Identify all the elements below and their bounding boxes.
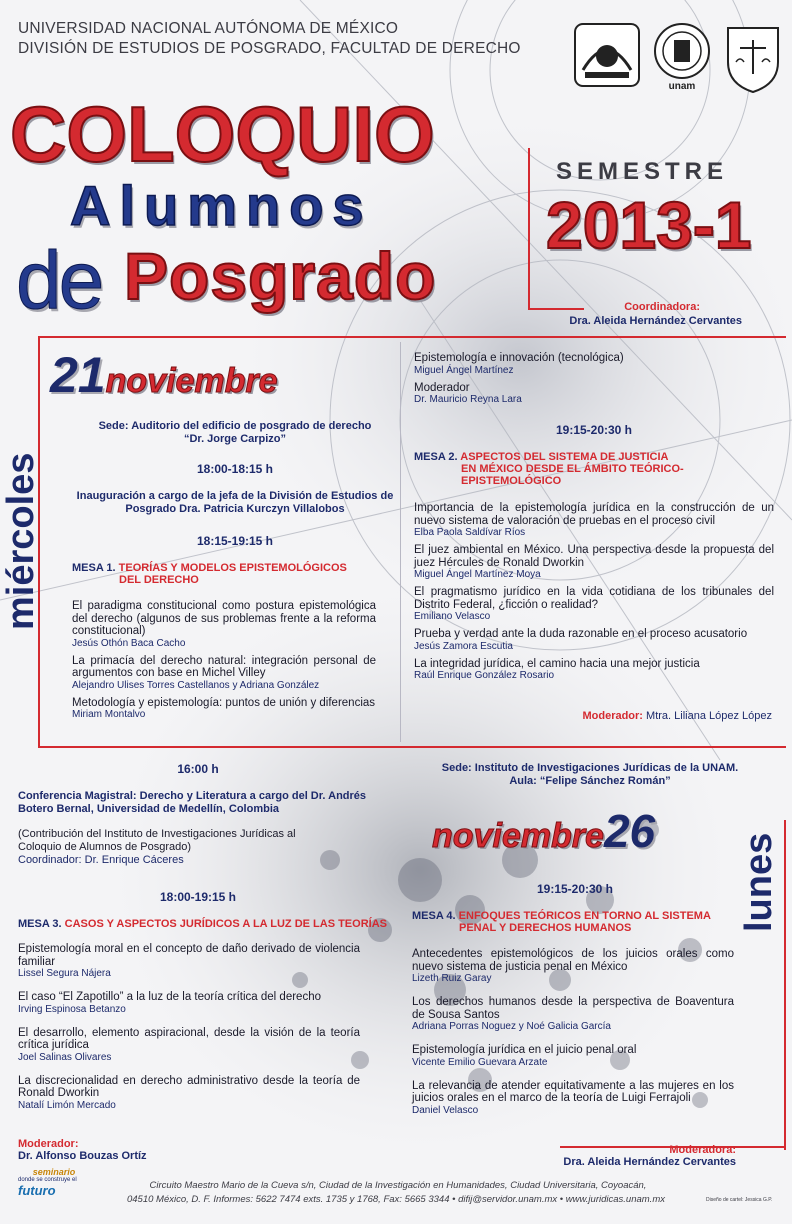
- day1-weekday: miércoles: [0, 452, 42, 630]
- talk-title: El juez ambiental en México. Una perspectiva desde la propuesta del juez Hércules de Ronald Dworkin: [414, 544, 774, 569]
- logo-mid-text: donde se construye el: [18, 1177, 77, 1183]
- talk-title: Epistemología moral en el concepto de daño derivado de violencia familiar: [18, 943, 360, 968]
- title-coloquio: COLOQUIO: [10, 90, 435, 178]
- talk-author: Elba Paola Saldívar Ríos: [414, 527, 526, 538]
- talk-author: Miguel Ángel Martínez Moya: [414, 569, 541, 580]
- moderator-title: Moderador: [414, 381, 470, 394]
- footer-address-line2: 04510 México, D. F. Informes: 5622 7474 exts. 1735 y 1768, Fax: 5665 3344 • difij@servidor.unam.mx • www.juridicas.unam.mx: [126, 1194, 665, 1205]
- talk-author: Joel Salinas Olivares: [18, 1051, 112, 1063]
- talk-title: La primacía del derecho natural: integración personal de argumentos con base en Michel Villey: [72, 654, 376, 679]
- mesa1-label: MESA 1.: [72, 562, 116, 574]
- talk-author: Jesús Othón Baca Cacho: [72, 637, 186, 649]
- moderator-label: Moderador:: [18, 1138, 79, 1150]
- conf-magistral: Conferencia Magistral: Derecho y Literatura a cargo del Dr. Andrés Botero Bernal, Universidad de Medellín, Colombia: [18, 790, 367, 815]
- conf-time: 16:00 h: [177, 762, 219, 776]
- day1-month: noviembre: [105, 362, 278, 400]
- day1-sede-line2: “Dr. Jorge Carpizo”: [183, 432, 287, 445]
- list-item: [412, 1044, 734, 1068]
- day1-time1: 18:00-18:15 h: [196, 462, 274, 476]
- day2-number: 26: [603, 805, 656, 857]
- day1-date: [50, 347, 278, 403]
- day1-frame-bottom: [38, 746, 786, 748]
- day2-frame-right: [784, 820, 786, 1150]
- list-item: [18, 1027, 360, 1063]
- shield-icon: [722, 22, 784, 94]
- moderator-name: Mtra. Liliana López López: [646, 710, 772, 722]
- division-name: DIVISIÓN DE ESTUDIOS DE POSGRADO, FACULTAD DE DERECHO: [18, 40, 521, 57]
- moderator-name: Dra. Aleida Hernández Cervantes: [563, 1156, 736, 1168]
- talk-author: Jesús Zamora Escutia: [414, 640, 513, 652]
- title-divider-foot: [530, 308, 584, 310]
- coordinator-name: Dra. Aleida Hernández Cervantes: [569, 315, 742, 327]
- day1-sede: [60, 420, 410, 445]
- day1-number: 21: [50, 347, 106, 403]
- semester-year: 2013-1: [546, 188, 752, 262]
- iij-logo: [648, 22, 716, 94]
- footer-address-line1: Circuito Maestro Mario de la Cueva s/n, Ciudad de la Investigación en Humanidades, Ciudad Universitaria, Coyoacán,: [149, 1180, 647, 1191]
- talk-author: Natalí Limón Mercado: [18, 1099, 116, 1111]
- talk-author: Raúl Enrique González Rosario: [414, 670, 555, 681]
- day1-frame-top: [38, 336, 786, 338]
- list-item: [414, 628, 774, 652]
- talk-author: Alejandro Ulises Torres Castellanos y Adriana González: [72, 679, 320, 691]
- moderator-label: Moderador:: [582, 710, 643, 722]
- list-item: [412, 948, 734, 984]
- mesa1-title-line2: DEL DERECHO: [119, 574, 199, 586]
- list-item: [18, 943, 360, 979]
- list-item: [414, 352, 774, 376]
- mesa1-talks: [72, 600, 376, 720]
- day2-date: [432, 805, 656, 857]
- mesa4-moderator: [563, 1144, 736, 1168]
- day2-sede-line1: Sede: Instituto de Investigaciones Jurídicas de la UNAM.: [441, 762, 739, 774]
- mesa4-heading: [412, 910, 742, 934]
- unam-seal-logo: [573, 22, 641, 88]
- mesa3-title: CASOS Y ASPECTOS JURÍDICOS A LA LUZ DE LAS TEORÍAS: [64, 918, 387, 930]
- mesa1-heading: [72, 562, 392, 586]
- day1-right-top: [414, 352, 774, 405]
- list-item: [414, 586, 774, 622]
- talk-title: El desarrollo, elemento aspiracional, desde la visión de la teoría crítica jurídica: [18, 1026, 360, 1051]
- day2-weekday: lunes: [738, 832, 780, 932]
- talk-author: Adriana Porras Noguez y Noé Galicia García: [412, 1021, 611, 1032]
- mesa4-label: MESA 4.: [412, 910, 456, 922]
- mesa2-heading: [414, 451, 774, 487]
- talk-author: Emiliano Velasco: [414, 611, 491, 622]
- semestre-label: SEMESTRE: [556, 158, 729, 185]
- talk-title: Epistemología jurídica en el juicio penal oral: [412, 1044, 637, 1056]
- list-item: [414, 544, 774, 580]
- mesa2-label: MESA 2.: [414, 451, 458, 463]
- day2-sede-line2: Aula: “Felipe Sánchez Román”: [509, 774, 671, 787]
- moderator-name: Dr. Mauricio Reyna Lara: [414, 394, 522, 405]
- talk-author: Miguel Ángel Martínez: [414, 364, 514, 376]
- talk-title: La integridad jurídica, el camino hacia una mejor justicia: [414, 657, 700, 670]
- mesa4-title-line1: ENFOQUES TEÓRICOS EN TORNO AL SISTEMA: [458, 910, 711, 922]
- title-alumnos: Alumnos: [70, 174, 373, 237]
- talk-author: Lizeth Ruiz Garay: [412, 973, 492, 984]
- mesa3-label: MESA 3.: [18, 918, 62, 930]
- mesa3-time: 18:00-19:15 h: [159, 890, 237, 904]
- talk-title: Antecedentes epistemológicos de los juicios orales como nuevo sistema de justicia penal en México: [412, 948, 734, 973]
- unam-seal-icon: [573, 22, 641, 88]
- mesa4-title-line2: PENAL Y DERECHOS HUMANOS: [459, 922, 632, 934]
- day1-time2: 18:15-19:15 h: [196, 534, 274, 548]
- unam-logo-text: unam: [668, 81, 696, 92]
- list-item: [414, 658, 774, 682]
- list-item: [72, 600, 376, 649]
- mesa2-talks: [414, 502, 774, 681]
- mesa3-heading: [18, 918, 398, 930]
- talk-title: La relevancia de atender equitativamente a las mujeres en los juicios orales en el marco de la teoría de Luigi Ferrajoli: [412, 1079, 734, 1104]
- mesa2-title-line2: EN MÉXICO DESDE EL ÁMBITO TEÓRICO-: [461, 463, 684, 475]
- day2-month: noviembre: [432, 817, 604, 855]
- list-item: [414, 382, 774, 406]
- talk-title: El caso “El Zapotillo” a la luz de la teoría crítica del derecho: [18, 991, 321, 1003]
- talk-title: Importancia de la epistemología jurídica en la construcción de un nuevo sistema de valoración de pruebas en el proceso civil: [414, 502, 774, 527]
- conf-coordinator: Coordinador: Dr. Enrique Cáceres: [18, 854, 184, 866]
- talk-author: Daniel Velasco: [412, 1104, 479, 1116]
- list-item: [72, 655, 376, 691]
- design-credit: Diseño de cartel: Jessica G.P.: [706, 1197, 773, 1203]
- mesa4-talks: [412, 948, 734, 1116]
- mesa2-title-line1: ASPECTOS DEL SISTEMA DE JUSTICIA: [460, 451, 669, 463]
- title-posgrado: Posgrado: [124, 239, 437, 313]
- coordinator-label: Coordinadora:: [624, 301, 700, 313]
- mesa4-time: 19:15-20:30 h: [536, 882, 614, 896]
- talk-title: Metodología y epistemología: puntos de unión y diferencias: [72, 696, 376, 709]
- talk-title: La discrecionalidad en derecho administrativo desde la teoría de Ronald Dworkin: [18, 1074, 360, 1099]
- mesa3-moderator: [18, 1138, 147, 1162]
- moderator-label: Moderadora:: [669, 1144, 736, 1156]
- mesa1-title-line1: TEORÍAS Y MODELOS EPISTEMOLÓGICOS: [118, 562, 347, 574]
- day1-moderator: [582, 710, 772, 722]
- mesa2-title-line3: EPISTEMOLÓGICO: [461, 475, 562, 487]
- talk-title: Epistemología e innovación (tecnológica): [414, 352, 624, 364]
- list-item: [18, 1075, 360, 1111]
- moderator-name: Dr. Alfonso Bouzas Ortíz: [18, 1150, 147, 1162]
- talk-title: El paradigma constitucional como postura epistemológica del derecho (algunos de sus problemas frente a la reforma constitucional): [72, 600, 376, 637]
- talk-author: Miriam Montalvo: [72, 709, 146, 720]
- conf-contribution: (Contribución del Instituto de Investigaciones Jurídicas al Coloquio de Alumnos de Posgrado): [18, 828, 296, 853]
- logo-top-text: seminario: [32, 1167, 76, 1177]
- list-item: [412, 996, 734, 1032]
- talk-title: El pragmatismo jurídico en la vida cotidiana de los tribunales del Distrito Federal, ¿ficción o realidad?: [414, 586, 774, 611]
- faculty-shield-logo: [722, 22, 784, 94]
- list-item: [414, 502, 774, 538]
- list-item: [18, 991, 360, 1015]
- title-divider: [528, 148, 530, 310]
- day2-sede: [410, 762, 770, 787]
- list-item: [412, 1080, 734, 1116]
- talk-author: Irving Espinosa Betanzo: [18, 1003, 126, 1015]
- iij-seal-icon: [648, 22, 716, 80]
- list-item: [72, 697, 376, 721]
- day1-inauguration: Inauguración a cargo de la jefa de la División de Estudios de Posgrado Dra. Patricia Kurczyn Villalobos: [76, 490, 394, 515]
- day1-sede-line1: Sede: Auditorio del edificio de posgrado de derecho: [98, 420, 372, 432]
- title-de: de: [16, 235, 102, 326]
- university-name: UNIVERSIDAD NACIONAL AUTÓNOMA DE MÉXICO: [18, 20, 399, 37]
- day1-time3: 19:15-20:30 h: [555, 423, 633, 437]
- seminario-logo: [18, 1168, 90, 1197]
- logo-bottom-text: futuro: [18, 1183, 56, 1198]
- talk-title: Prueba y verdad ante la duda razonable en el proceso acusatorio: [414, 628, 748, 640]
- mesa3-talks: [18, 943, 360, 1111]
- talk-author: Vicente Emilio Guevara Arzate: [412, 1056, 548, 1068]
- talk-title: Los derechos humanos desde la perspectiva de Boaventura de Sousa Santos: [412, 996, 734, 1021]
- talk-author: Lissel Segura Nájera: [18, 968, 111, 979]
